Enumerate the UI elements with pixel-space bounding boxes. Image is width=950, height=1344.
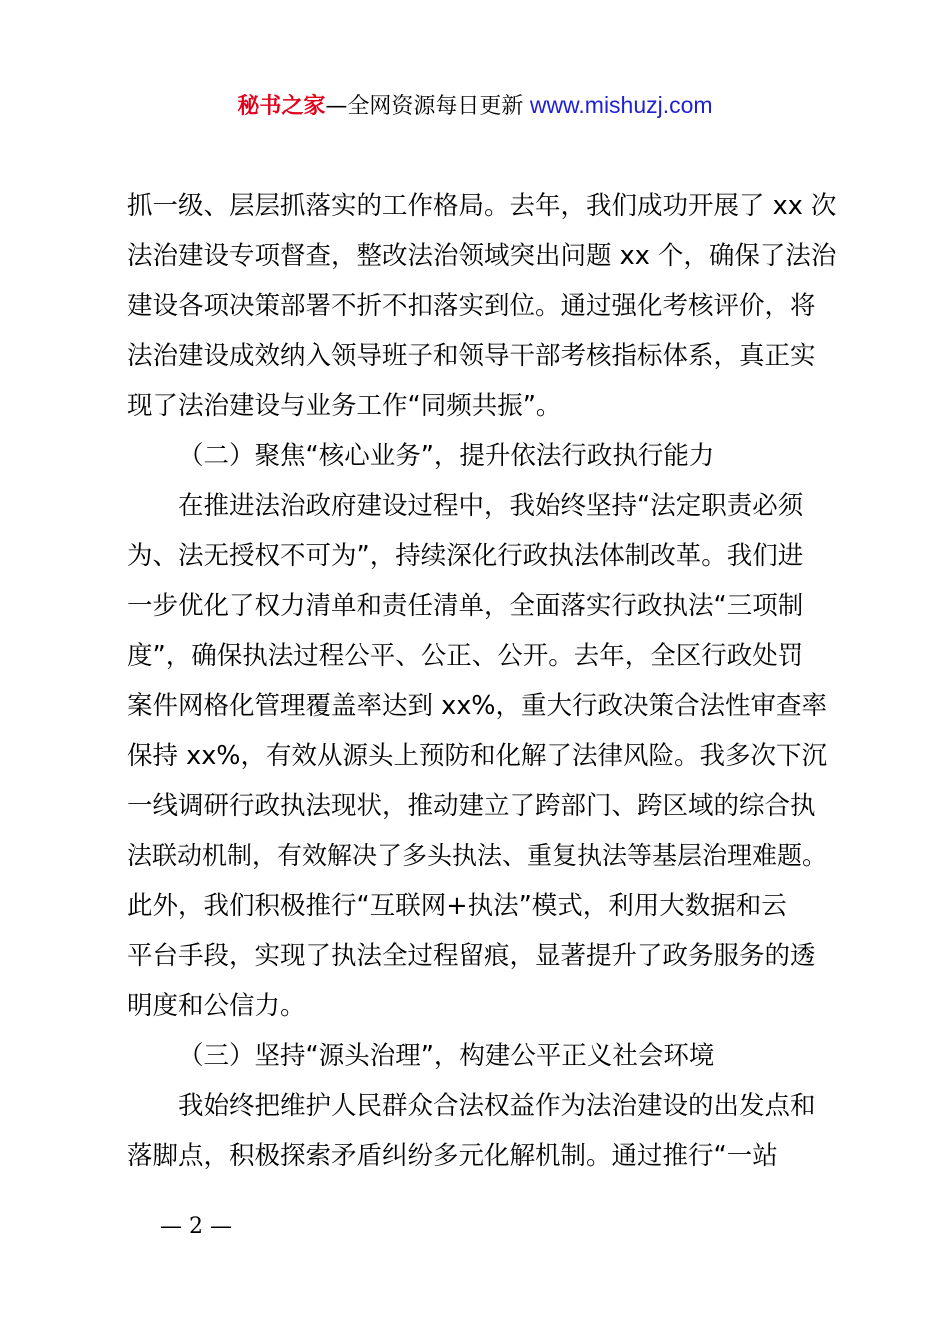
text-line: 抓一级、层层抓落实的工作格局。去年，我们成功开展了 xx 次 [127,191,837,221]
text-line: 落脚点，积极探索矛盾纠纷多元化解机制。通过推行“一站 [127,1141,778,1171]
text-line: 法联动机制，有效解决了多头执法、重复执法等基层治理难题。 [127,841,828,870]
section-heading-two: （二）聚焦“核心业务”，提升依法行政执行能力 [178,441,715,471]
paragraph-start: 在推进法治政府建设过程中，我始终坚持“法定职责必须 [178,491,804,521]
text-line: 现了法治建设与业务工作“同频共振”。 [127,391,562,421]
banner-slogan: 全网资源每日更新 [347,94,524,119]
brand-name: 秘书之家 [237,94,326,119]
text-line: 建设各项决策部署不折不扣落实到位。通过强化考核评价，将 [127,291,816,321]
document-body [127,181,837,1181]
text-line: 此外，我们积极推行“互联网+执法”模式，利用大数据和云 [127,891,787,921]
text-line: 一线调研行政执法现状，推动建立了跨部门、跨区域的综合执 [127,791,816,821]
text-line: 案件网格化管理覆盖率达到 xx%，重大行政决策合法性审查率 [127,691,828,721]
site-banner [0,88,950,124]
text-line: 为、法无授权不可为”，持续深化行政执法体制改革。我们进 [127,541,804,571]
text-line: 明度和公信力。 [127,991,306,1021]
text-line: 法治建设成效纳入领导班子和领导干部考核指标体系，真正实 [127,341,816,371]
banner-dash: — [325,94,348,119]
paragraph-start: 我始终把维护人民群众合法权益作为法治建设的出发点和 [178,1091,816,1121]
page-number: — 2 — [160,1214,232,1239]
text-line: 法治建设专项督查，整改法治领域突出问题 xx 个，确保了法治 [127,241,837,271]
text-line: 度”，确保执法过程公平、公正、公开。去年，全区行政处罚 [127,641,804,671]
site-url-link[interactable]: www.mishuzj.com [523,92,713,118]
text-line: 平台手段，实现了执法全过程留痕，显著提升了政务服务的透 [127,941,816,971]
text-line: 保持 xx%，有效从源头上预防和化解了法律风险。我多次下沉 [127,741,828,771]
section-heading-three: （三）坚持“源头治理”，构建公平正义社会环境 [178,1041,715,1071]
text-line: 一步优化了权力清单和责任清单，全面落实行政执法“三项制 [127,591,804,621]
